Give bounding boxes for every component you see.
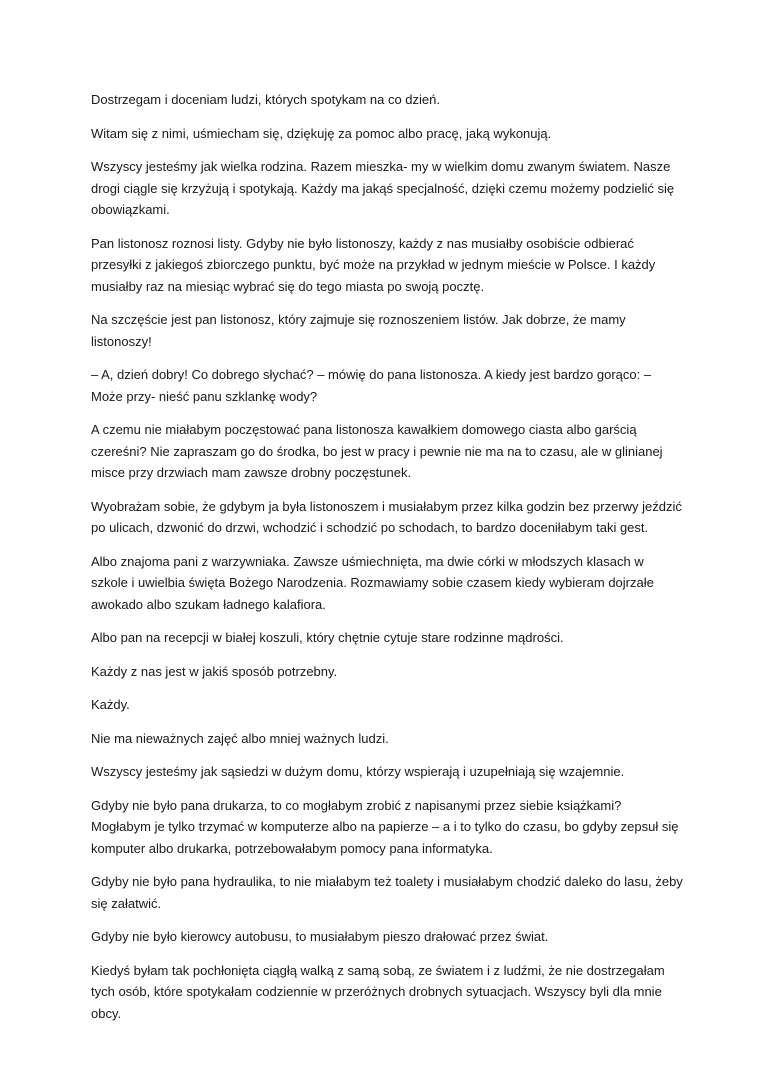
- paragraph: Albo pan na recepcji w białej koszuli, który chętnie cytuje stare rodzinne mądrości.: [91, 630, 564, 645]
- paragraph: Gdyby nie było kierowcy autobusu, to musiałabym pieszo drałować przez świat.: [91, 929, 549, 944]
- paragraph: – A, dzień dobry! Co dobrego słychać? – mówię do pana listonosza. A kiedy jest bardzo gorąco: – Może przy- nieść panu szklankę wody?: [91, 367, 652, 404]
- paragraph: Gdyby nie było pana drukarza, to co mogłabym zrobić z napisanymi przez siebie książkami? Mogłabym je tylko trzymać w komputerze albo na papierze – a i to tylko do czasu, bo gdyby zepsuł się komputer albo drukarka, potrzebowałabym pomocy pana informatyka.: [91, 797, 679, 856]
- paragraph: Dostrzegam i doceniam ludzi, których spotykam na co dzień.: [91, 92, 440, 107]
- document-body: [91, 89, 683, 1036]
- paragraph: Nie ma nieważnych zajęć albo mniej ważnych ludzi.: [91, 730, 389, 746]
- paragraph: Na szczęście jest pan listonosz, który zajmuje się roznoszeniem listów. Jak dobrze, że mamy listonoszy!: [91, 312, 626, 349]
- paragraph: A czemu nie miałabym poczęstować pana listonosza kawałkiem domowego ciasta albo garścią czereśni? Nie zapraszam go do środka, bo jest w pracy i pewnie nie ma na to czasu, ale w glinianej misce przy drzwiach mam zawsze drobny poczęstunek.: [91, 422, 663, 480]
- paragraph: Każdy z nas jest w jakiś sposób potrzebny.: [91, 663, 338, 679]
- paragraph: Pan listonosz roznosi listy. Gdyby nie było listonoszy, każdy z nas musiałby osobiście odbierać przesyłki z jakiegoś zbiorczego punktu, być może na przykład w jednym mieście w Polsce. I każdy musiałby raz na miesiąc wybrać się do tego miasta po swoją pocztę.: [91, 235, 656, 294]
- paragraph: Kiedyś byłam tak pochłonięta ciągłą walką z samą sobą, ze światem i z ludźmi, że nie dostrzegałam tych osób, które spotykałam codziennie w przeróżnych drobnych sytuacjach. Wszyscy byli dla mnie obcy.: [91, 962, 665, 1021]
- paragraph: Każdy.: [91, 697, 130, 712]
- paragraph: Wszyscy jesteśmy jak wielka rodzina. Razem mieszka- my w wielkim domu zwanym światem. Nasze drogi ciągle się krzyżują i spotykają. Każdy ma jakąś specjalność, dzięki czemu możemy podzielić się obowiązkami.: [91, 159, 675, 217]
- paragraph: Albo znajoma pani z warzywniaka. Zawsze uśmiechnięta, ma dwie córki w młodszych klasach w szkole i uwielbia święta Bożego Narodzenia. Rozmawiamy sobie czasem kiedy wybieram dojrzałe awokado albo szukam ładnego kalafiora.: [91, 553, 654, 612]
- paragraph: Gdyby nie było pana hydraulika, to nie miałabym też toalety i musiałabym chodzić daleko do lasu, żeby się załatwić.: [91, 874, 683, 911]
- paragraph: Wyobrażam sobie, że gdybym ja była listonoszem i musiałabym przez kilka godzin bez przerwy jeździć po ulicach, dzwonić do drzwi, wchodzić i schodzić po schodach, to bardzo doceniłabym taki gest.: [91, 498, 682, 535]
- paragraph: Wszyscy jesteśmy jak sąsiedzi w dużym domu, którzy wspierają i uzupełniają się wzajemnie.: [91, 764, 625, 779]
- paragraph: Witam się z nimi, uśmiecham się, dziękuję za pomoc albo pracę, jaką wykonują.: [91, 125, 552, 141]
